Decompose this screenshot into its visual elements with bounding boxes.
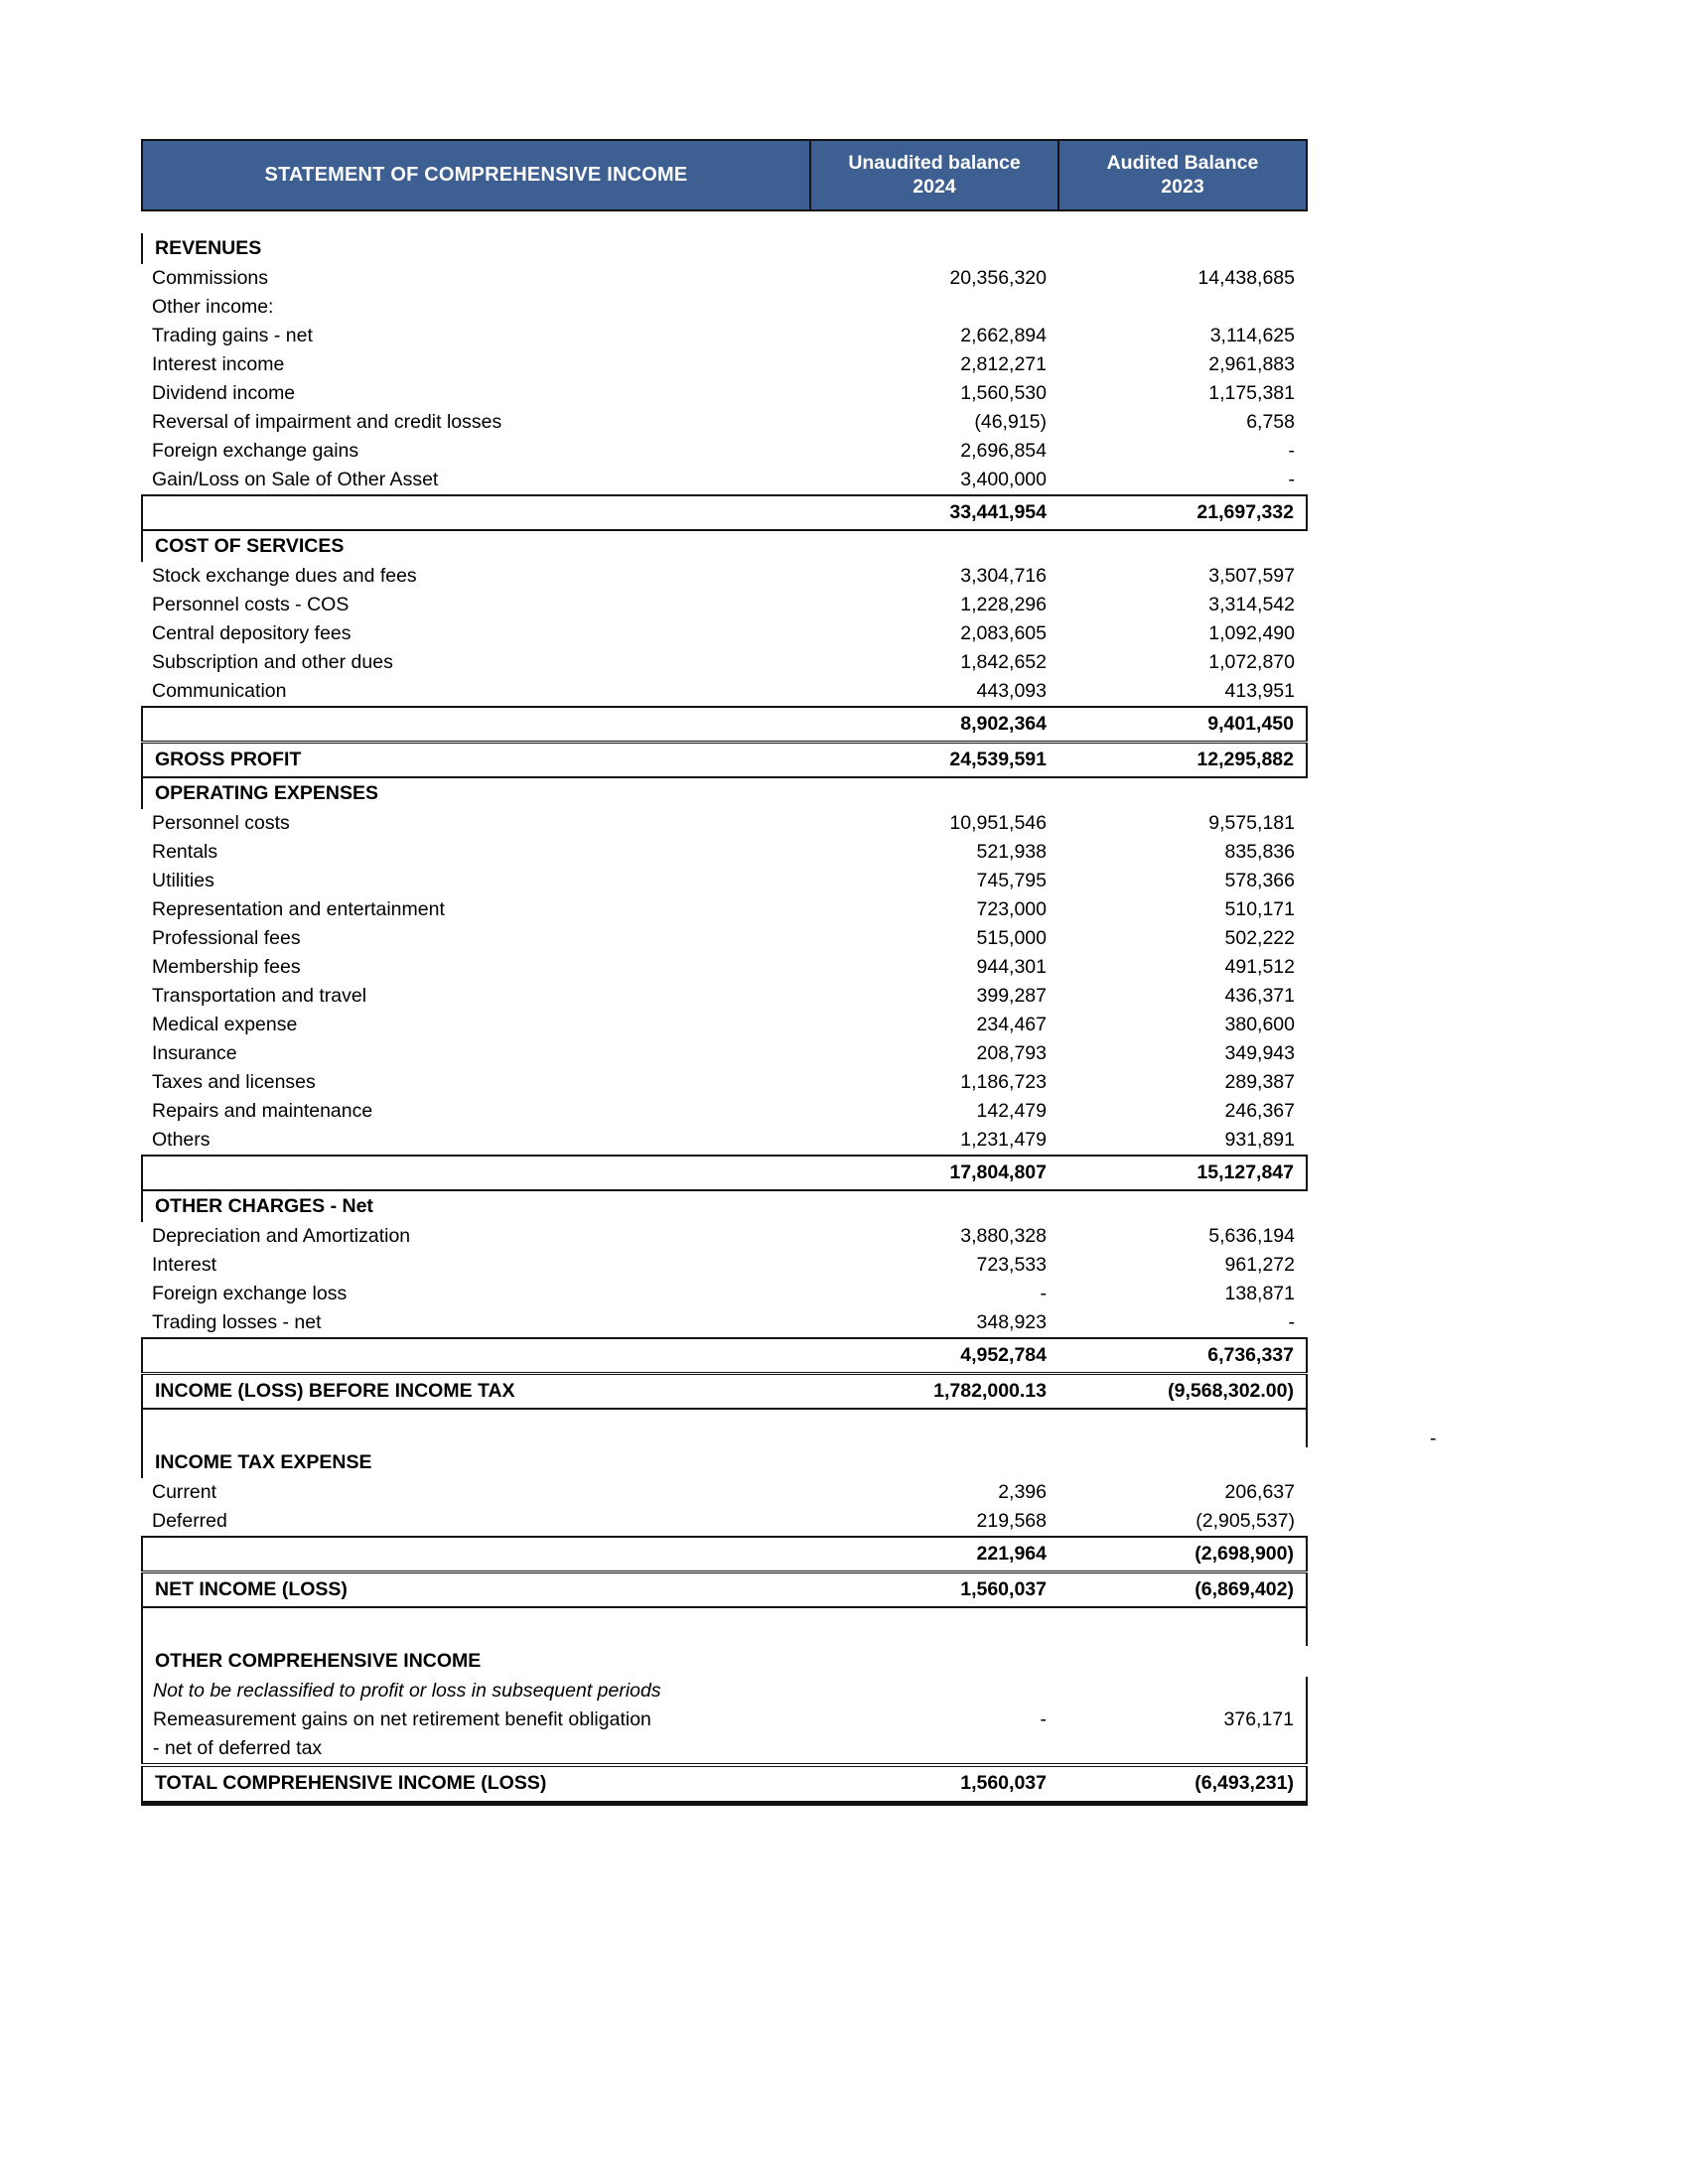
subtotal-value-2024: 4,952,784 <box>810 1338 1058 1374</box>
row-value-2024: 142,479 <box>976 1099 1047 1122</box>
row-value-2024: 1,560,530 <box>960 381 1047 404</box>
row-value-2023: 9,575,181 <box>1208 811 1295 834</box>
row-value-2024: 723,533 <box>976 1253 1047 1276</box>
gross-profit-value-2024: 24,539,591 <box>810 742 1058 777</box>
row-value-2024: 3,304,716 <box>960 564 1047 587</box>
table-row <box>142 1280 1307 1308</box>
row-value-2023: (2,905,537) <box>1196 1509 1295 1532</box>
row-label: Membership fees <box>152 955 301 978</box>
row-label: Interest income <box>152 352 285 375</box>
table-row <box>142 648 1307 677</box>
table-row <box>142 437 1307 466</box>
row-label: Personnel costs - COS <box>152 593 350 615</box>
spacer-row <box>142 1607 1307 1646</box>
row-value-2023: 491,512 <box>1224 955 1295 978</box>
row-value-2023: - <box>1288 468 1295 490</box>
row-label: Subscription and other dues <box>152 650 393 673</box>
table-row <box>142 1222 1307 1251</box>
income-before-tax-value-2023: (9,568,302.00) <box>1058 1373 1307 1409</box>
row-value-2023: 138,871 <box>1224 1282 1295 1304</box>
row-label: Transportation and travel <box>152 984 367 1007</box>
column-header-2023-year: 2023 <box>1161 176 1204 199</box>
row-value-2024: 234,467 <box>976 1013 1047 1035</box>
subtotal-value-2023: 9,401,450 <box>1058 707 1307 743</box>
section-heading-cost-of-services <box>142 530 1307 562</box>
table-header <box>142 140 1307 210</box>
row-value-2024: 20,356,320 <box>949 266 1047 289</box>
row-value-2023: 413,951 <box>1224 679 1295 702</box>
table-row <box>142 1734 1307 1765</box>
table-row <box>142 1251 1307 1280</box>
row-label: Gain/Loss on Sale of Other Asset <box>152 468 439 490</box>
row-value-2024: - <box>1040 1282 1047 1304</box>
table-row <box>142 264 1307 293</box>
row-value-2023: - <box>1288 1310 1295 1333</box>
table-row <box>142 1308 1307 1338</box>
header-spacer <box>142 210 1307 233</box>
row-value-2023: 5,636,194 <box>1208 1224 1295 1247</box>
row-value-2023: 206,637 <box>1224 1480 1295 1503</box>
column-header-2023-line1: Audited Balance <box>1106 152 1259 174</box>
net-income-label: NET INCOME (LOSS) <box>142 1571 810 1607</box>
net-income-value-2023: (6,869,402) <box>1058 1571 1307 1607</box>
table-row <box>142 1706 1307 1734</box>
row-value-2024: 399,287 <box>976 984 1047 1007</box>
subtotal-value-2024: 33,441,954 <box>810 495 1058 530</box>
row-value-2023: 3,314,542 <box>1208 593 1295 615</box>
row-label: Interest <box>152 1253 217 1276</box>
row-value-2024: (46,915) <box>974 410 1047 433</box>
table-row <box>142 838 1307 867</box>
subtotal-row-other-charges <box>142 1338 1307 1374</box>
row-value-2024: 515,000 <box>976 926 1047 949</box>
row-value-2023: 14,438,685 <box>1197 266 1295 289</box>
row-value-2024: 944,301 <box>976 955 1047 978</box>
row-label: Stock exchange dues and fees <box>152 564 417 587</box>
statement-title: STATEMENT OF COMPREHENSIVE INCOME <box>142 140 810 210</box>
row-value-2024: 3,400,000 <box>960 468 1047 490</box>
row-value-2024: 723,000 <box>976 897 1047 920</box>
table-row <box>142 867 1307 895</box>
row-label: Others <box>152 1128 211 1151</box>
row-label: Repairs and maintenance <box>152 1099 373 1122</box>
column-header-2024 <box>810 140 1058 210</box>
table-row <box>142 350 1307 379</box>
row-value-2023: 1,072,870 <box>1208 650 1295 673</box>
row-value-2023: 3,114,625 <box>1209 324 1295 346</box>
column-header-2023 <box>1058 140 1307 210</box>
row-label: Dividend income <box>152 381 296 404</box>
row-label: Deferred <box>152 1509 227 1532</box>
stray-dash-artifact: - <box>1430 1428 1437 1449</box>
subtotal-row-cost-of-services <box>142 707 1307 743</box>
row-value-2024: 219,568 <box>976 1509 1047 1532</box>
row-value-2024: 1,186,723 <box>960 1070 1047 1093</box>
column-header-2024-line1: Unaudited balance <box>848 152 1021 174</box>
table-row <box>142 591 1307 619</box>
subtotal-label <box>142 1338 810 1374</box>
subtotal-value-2023: 21,697,332 <box>1058 495 1307 530</box>
subtotal-value-2024: 221,964 <box>810 1537 1058 1572</box>
subtotal-row-income-tax <box>142 1537 1307 1572</box>
row-value-2023: 961,272 <box>1224 1253 1295 1276</box>
row-value-2023: 502,222 <box>1224 926 1295 949</box>
table-row <box>142 809 1307 838</box>
row-value-2023: 436,371 <box>1224 984 1295 1007</box>
row-value-2024: 1,842,652 <box>960 650 1047 673</box>
row-value-2023: 289,387 <box>1224 1070 1295 1093</box>
gross-profit-row <box>142 742 1307 777</box>
row-label: Central depository fees <box>152 621 352 644</box>
row-value-2023: 510,171 <box>1224 897 1295 920</box>
row-value-2024: 10,951,546 <box>949 811 1047 834</box>
total-comprehensive-income-row <box>142 1765 1307 1804</box>
section-heading-label: INCOME TAX EXPENSE <box>142 1447 810 1478</box>
row-value-2024: 745,795 <box>976 869 1047 891</box>
table-row <box>142 408 1307 437</box>
table-row <box>142 1039 1307 1068</box>
table-row <box>142 379 1307 408</box>
table-row <box>142 1507 1307 1537</box>
income-before-tax-value-2024: 1,782,000.13 <box>810 1373 1058 1409</box>
row-value-2023: 380,600 <box>1224 1013 1295 1035</box>
table-row <box>142 322 1307 350</box>
subtotal-value-2023: 6,736,337 <box>1058 1338 1307 1374</box>
row-value-2023: 3,507,597 <box>1208 564 1295 587</box>
table-row <box>142 1478 1307 1507</box>
row-label: Taxes and licenses <box>152 1070 316 1093</box>
table-body <box>142 210 1307 1804</box>
row-value-2023: 578,366 <box>1224 869 1295 891</box>
row-label: - net of deferred tax <box>142 1734 810 1765</box>
row-value-2023 <box>1058 1734 1307 1765</box>
row-label: Utilities <box>152 869 214 891</box>
row-value-2024: 2,696,854 <box>960 439 1047 462</box>
section-heading-label: COST OF SERVICES <box>142 530 810 562</box>
section-heading-label: OTHER CHARGES - Net <box>142 1190 810 1222</box>
total-comprehensive-income-value-2024: 1,560,037 <box>810 1765 1058 1804</box>
table-row <box>142 562 1307 591</box>
row-label: Current <box>152 1480 217 1503</box>
table-row <box>142 1011 1307 1039</box>
subtotal-label <box>142 707 810 743</box>
row-value-2024: 208,793 <box>976 1041 1047 1064</box>
row-label: Medical expense <box>152 1013 298 1035</box>
net-income-row <box>142 1571 1307 1607</box>
income-statement-sheet <box>141 139 1306 1806</box>
row-value-2023: 931,891 <box>1224 1128 1295 1151</box>
subtotal-value-2023: (2,698,900) <box>1058 1537 1307 1572</box>
statement-of-comprehensive-income-table <box>141 139 1308 1806</box>
row-value-2023: 349,943 <box>1224 1041 1295 1064</box>
row-label: Representation and entertainment <box>152 897 445 920</box>
table-row <box>142 677 1307 707</box>
row-value-2024: 1,231,479 <box>960 1128 1047 1151</box>
row-value-2024: 2,083,605 <box>960 621 1047 644</box>
table-row <box>142 924 1307 953</box>
table-row <box>142 293 1307 322</box>
row-value-2023: 2,961,883 <box>1208 352 1295 375</box>
row-value-2023 <box>1058 293 1307 322</box>
row-label: Depreciation and Amortization <box>152 1224 411 1247</box>
row-label: Trading losses - net <box>152 1310 322 1333</box>
section-heading-label: OTHER COMPREHENSIVE INCOME <box>142 1646 810 1677</box>
row-value-2024 <box>810 1734 1058 1765</box>
table-row <box>142 1097 1307 1126</box>
table-row <box>142 953 1307 982</box>
row-value-2024: 521,938 <box>976 840 1047 863</box>
section-heading-other-charges <box>142 1190 1307 1222</box>
subtotal-label <box>142 1156 810 1190</box>
row-label: Remeasurement gains on net retirement benefit obligation <box>142 1706 810 1734</box>
oci-note-row <box>142 1677 1307 1706</box>
row-label: Trading gains - net <box>152 324 313 346</box>
row-value-2024 <box>810 293 1058 322</box>
section-heading-operating-expenses <box>142 777 1307 809</box>
row-value-2023: 1,175,381 <box>1208 381 1295 404</box>
section-heading-other-comprehensive-income <box>142 1646 1307 1677</box>
subtotal-value-2023: 15,127,847 <box>1058 1156 1307 1190</box>
row-value-2024: 2,662,894 <box>960 324 1047 346</box>
row-label: Communication <box>152 679 287 702</box>
total-comprehensive-income-value-2023: (6,493,231) <box>1058 1765 1307 1804</box>
row-label: Personnel costs <box>152 811 290 834</box>
subtotal-label <box>142 495 810 530</box>
column-header-2024-year: 2024 <box>913 176 956 199</box>
income-before-tax-label: INCOME (LOSS) BEFORE INCOME TAX <box>142 1373 810 1409</box>
spacer-row <box>142 1409 1307 1447</box>
row-label: Commissions <box>152 266 269 289</box>
row-value-2024: 3,880,328 <box>960 1224 1047 1247</box>
header-row <box>142 140 1307 210</box>
row-value-2024: - <box>1040 1707 1047 1730</box>
table-row <box>142 895 1307 924</box>
row-value-2024: 2,812,271 <box>960 352 1047 375</box>
table-row <box>142 1126 1307 1156</box>
row-label: Other income: <box>152 295 274 318</box>
subtotal-value-2024: 17,804,807 <box>810 1156 1058 1190</box>
income-before-tax-row <box>142 1373 1307 1409</box>
row-value-2023: 1,092,490 <box>1208 621 1295 644</box>
row-value-2023: 6,758 <box>1246 410 1295 433</box>
total-comprehensive-income-label: TOTAL COMPREHENSIVE INCOME (LOSS) <box>142 1765 810 1804</box>
net-income-value-2024: 1,560,037 <box>810 1571 1058 1607</box>
row-label: Reversal of impairment and credit losses <box>152 410 502 433</box>
row-value-2023: - <box>1288 439 1295 462</box>
row-value-2023: 246,367 <box>1224 1099 1295 1122</box>
row-label: Professional fees <box>152 926 301 949</box>
oci-note: Not to be reclassified to profit or loss in subsequent periods <box>142 1677 810 1706</box>
section-heading-income-tax-expense <box>142 1447 1307 1478</box>
row-value-2024: 443,093 <box>976 679 1047 702</box>
row-value-2023: 835,836 <box>1224 840 1295 863</box>
table-row <box>142 1068 1307 1097</box>
subtotal-row-revenues <box>142 495 1307 530</box>
gross-profit-label: GROSS PROFIT <box>142 742 810 777</box>
row-value-2024: 2,396 <box>998 1480 1047 1503</box>
row-label: Foreign exchange gains <box>152 439 359 462</box>
table-row <box>142 982 1307 1011</box>
row-value-2023: 376,171 <box>1058 1706 1307 1734</box>
section-heading-revenues <box>142 233 1307 264</box>
section-heading-label: REVENUES <box>142 233 810 264</box>
row-label: Rentals <box>152 840 218 863</box>
row-label: Insurance <box>152 1041 237 1064</box>
row-value-2024: 1,228,296 <box>960 593 1047 615</box>
table-row <box>142 619 1307 648</box>
subtotal-row-operating-expenses <box>142 1156 1307 1190</box>
table-row <box>142 466 1307 495</box>
subtotal-label <box>142 1537 810 1572</box>
subtotal-value-2024: 8,902,364 <box>810 707 1058 743</box>
gross-profit-value-2023: 12,295,882 <box>1058 742 1307 777</box>
row-label: Foreign exchange loss <box>152 1282 348 1304</box>
row-value-2024: 348,923 <box>976 1310 1047 1333</box>
section-heading-label: OPERATING EXPENSES <box>142 777 810 809</box>
